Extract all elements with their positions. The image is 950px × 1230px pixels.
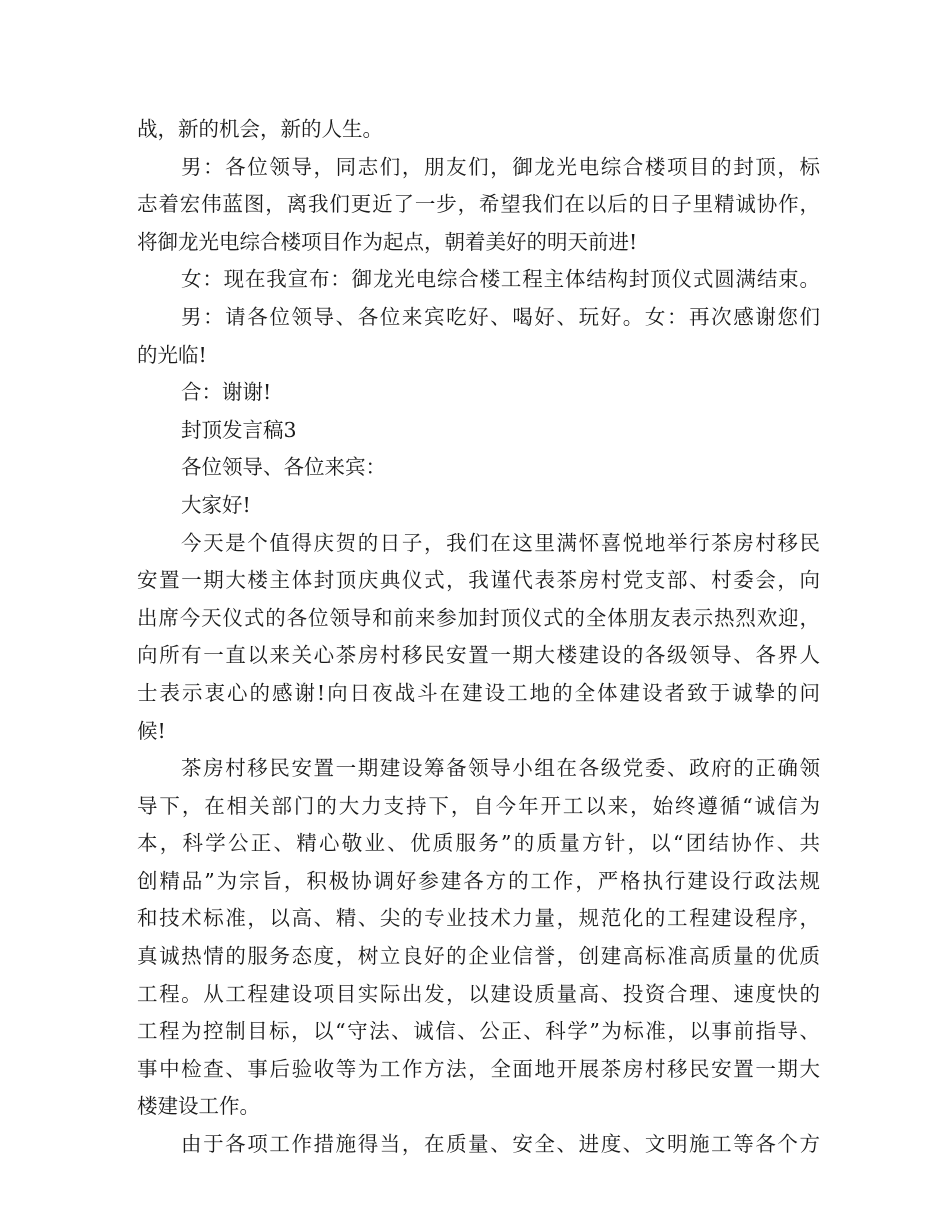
- text-line: 工程为控制目标，以“守法、诚信、公正、科学”为标准，以事前指导、: [137, 1019, 820, 1044]
- text-line: 女：现在我宣布：御龙光电综合楼工程主体结构封顶仪式圆满结束。: [181, 267, 820, 292]
- text-line: 导下，在相关部门的大力支持下，自今年开工以来，始终遵循“诚信为: [137, 793, 820, 818]
- text-line: 大家好!: [181, 492, 251, 517]
- text-line: 由于各项工作措施得当，在质量、安全、进度、文明施工等各个方: [181, 1132, 820, 1157]
- document-text: [137, 111, 820, 1164]
- text-line: 封顶发言稿3: [181, 417, 297, 442]
- text-line: 出席今天仪式的各位领导和前来参加封顶仪式的全体朋友表示热烈欢迎，: [137, 605, 820, 630]
- text-line: 事中检查、事后验收等为工作方法，全面地开展茶房村移民安置一期大: [137, 1056, 820, 1081]
- text-line: 士表示衷心的感谢!向日夜战斗在建设工地的全体建设者致于诚挚的问: [137, 680, 820, 705]
- text-line: 男：请各位领导、各位来宾吃好、喝好、玩好。女：再次感谢您们: [181, 304, 820, 329]
- text-line: 安置一期大楼主体封顶庆典仪式，我谨代表茶房村党支部、村委会，向: [137, 568, 820, 593]
- text-line: 志着宏伟蓝图，离我们更近了一步，希望我们在以后的日子里精诚协作，: [137, 192, 820, 217]
- text-line: 今天是个值得庆贺的日子，我们在这里满怀喜悦地举行茶房村移民: [181, 530, 820, 555]
- text-line: 合：谢谢!: [181, 380, 272, 405]
- text-line: 各位领导、各位来宾：: [181, 455, 386, 480]
- text-line: 楼建设工作。: [137, 1094, 260, 1119]
- text-line: 候!: [137, 718, 166, 743]
- text-line: 将御龙光电综合楼项目作为起点，朝着美好的明天前进!: [137, 229, 638, 254]
- text-line: 和技术标准，以高、精、尖的专业技术力量，规范化的工程建设程序，: [137, 906, 820, 931]
- text-line: 的光临!: [137, 342, 207, 367]
- text-line: 茶房村移民安置一期建设筹备领导小组在各级党委、政府的正确领: [181, 756, 820, 781]
- text-line: 向所有一直以来关心茶房村移民安置一期大楼建设的各级领导、各界人: [137, 643, 820, 668]
- text-line: 工程。从工程建设项目实际出发，以建设质量高、投资合理、速度快的: [137, 981, 820, 1006]
- text-line: 男：各位领导，同志们，朋友们，御龙光电综合楼项目的封顶，标: [181, 154, 820, 179]
- text-line: 真诚热情的服务态度，树立良好的企业信誉，创建高标准高质量的优质: [137, 944, 820, 969]
- text-line: 创精品”为宗旨，积极协调好参建各方的工作，严格执行建设行政法规: [137, 868, 820, 893]
- text-line: 战，新的机会，新的人生。: [137, 117, 383, 141]
- text-line: 本，科学公正、精心敬业、优质服务”的质量方针，以“团结协作、共: [137, 831, 820, 856]
